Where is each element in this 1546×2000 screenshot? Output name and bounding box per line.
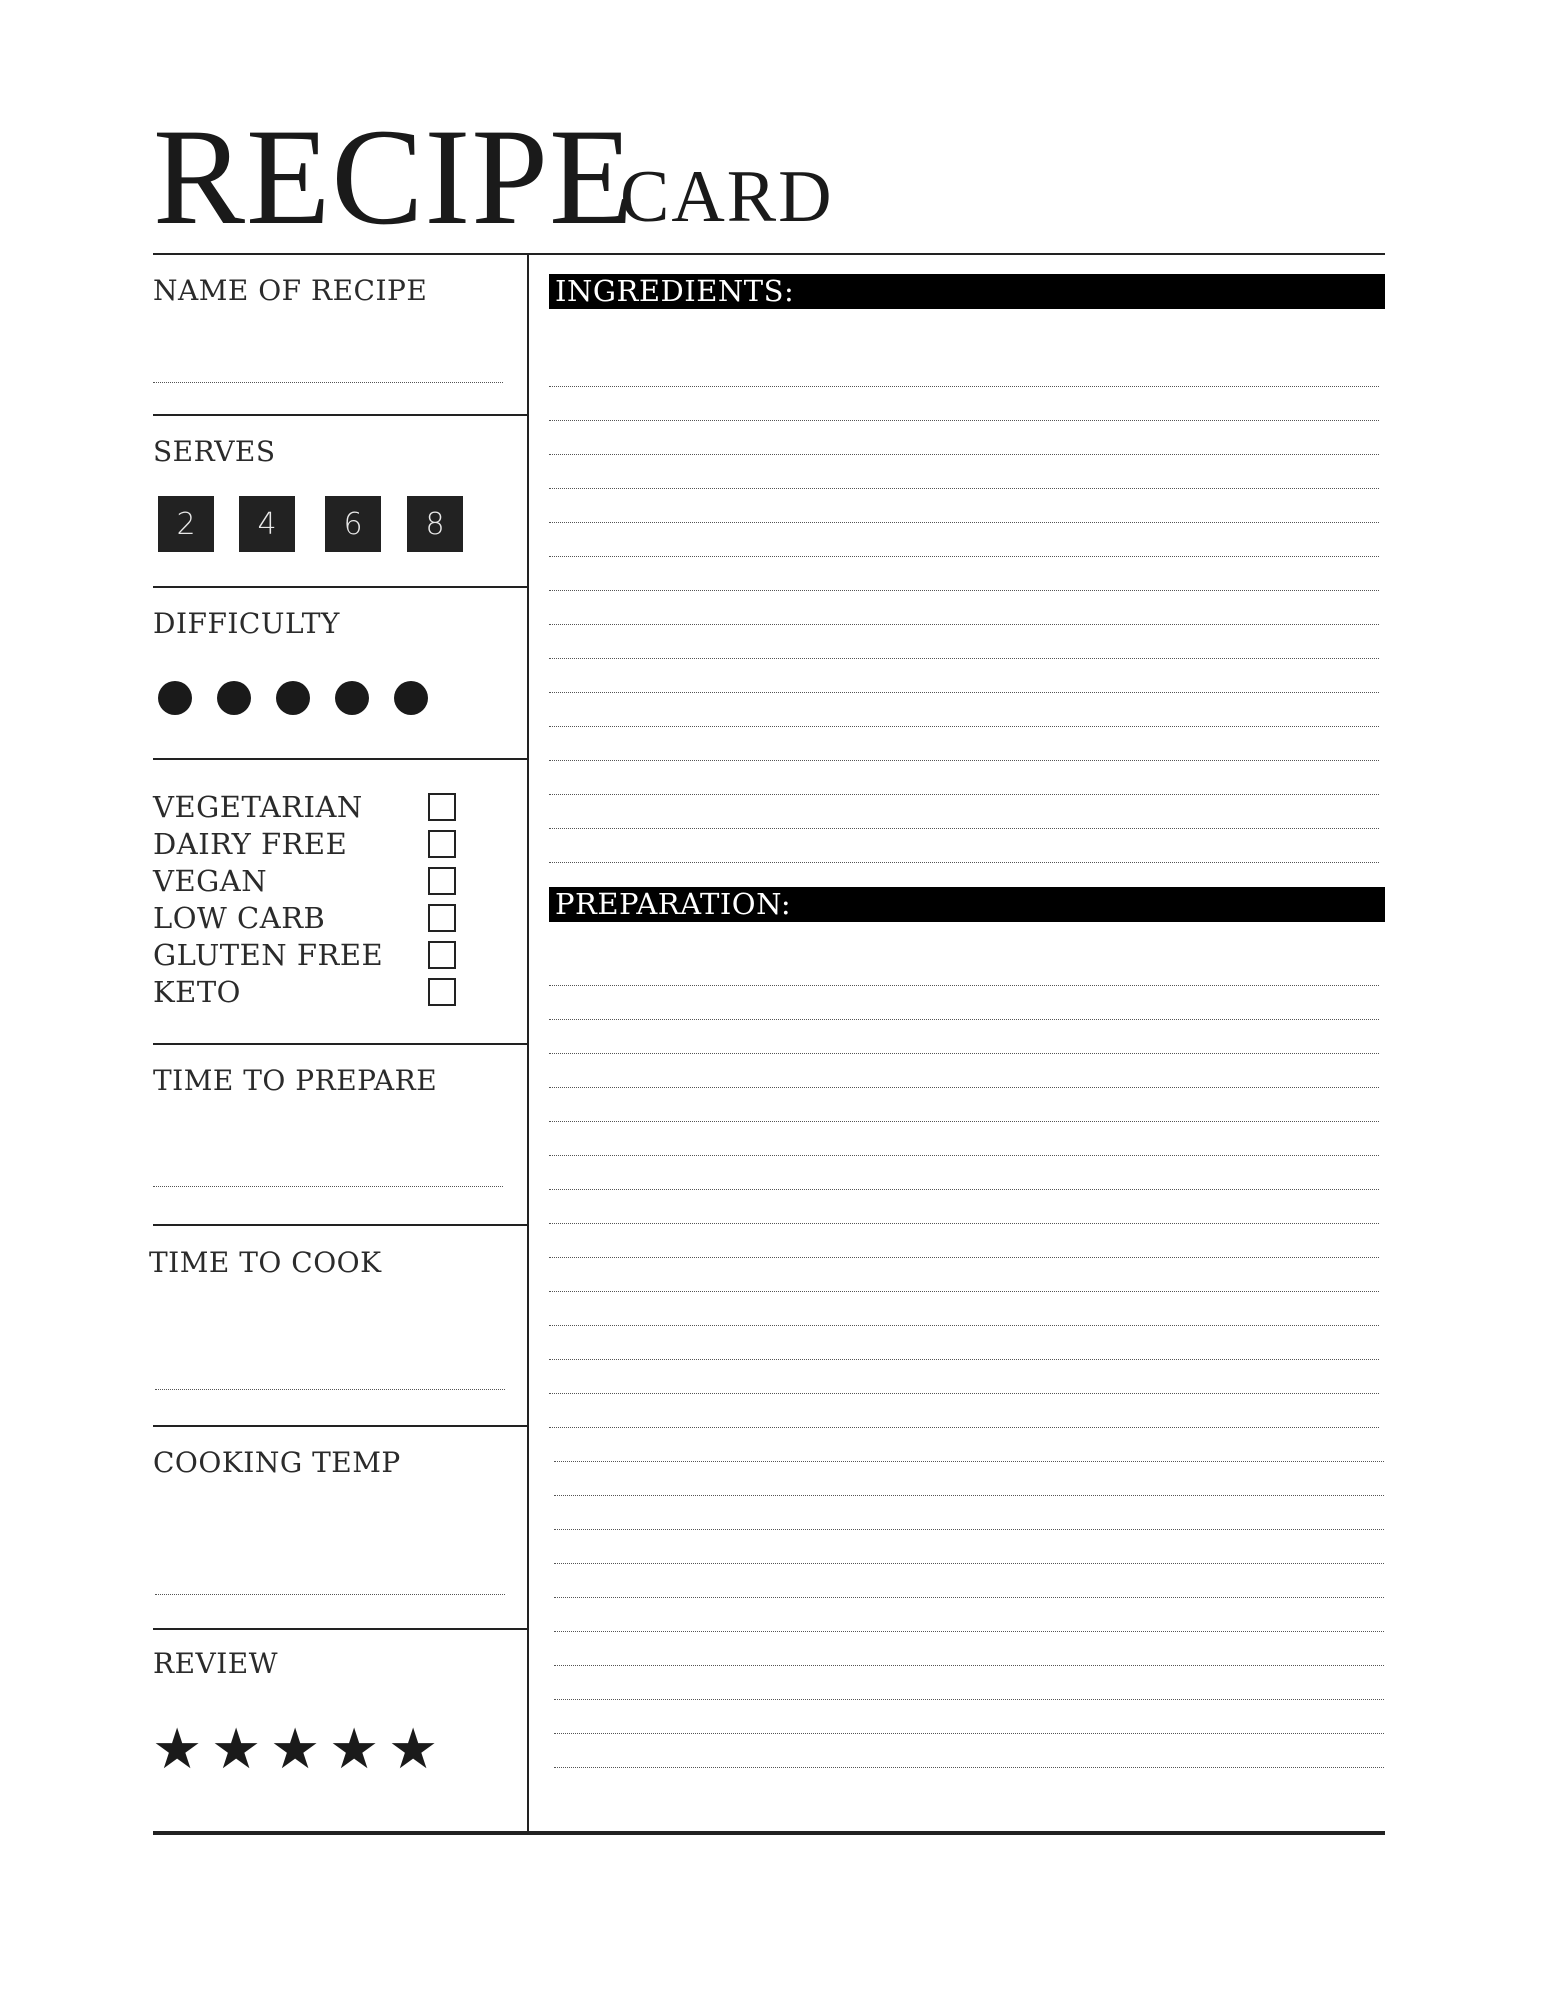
time-to-prepare-field[interactable] xyxy=(153,1186,503,1187)
preparation-line[interactable] xyxy=(554,1563,1384,1564)
difficulty-label: DIFFICULTY xyxy=(153,607,340,640)
difficulty-dot-icon[interactable] xyxy=(276,681,310,715)
preparation-line[interactable] xyxy=(549,1359,1379,1360)
diet-option-label: DAIRY FREE xyxy=(153,827,348,861)
star-icon[interactable]: ★ xyxy=(211,1717,262,1782)
star-icon[interactable]: ★ xyxy=(388,1717,439,1782)
serves-option-8[interactable]: 8 xyxy=(407,496,463,552)
ingredient-line[interactable] xyxy=(549,386,1379,387)
preparation-line[interactable] xyxy=(554,1495,1384,1496)
ingredient-line[interactable] xyxy=(549,488,1379,489)
ingredient-line[interactable] xyxy=(549,760,1379,761)
preparation-line[interactable] xyxy=(554,1631,1384,1632)
preparation-label: PREPARATION: xyxy=(555,887,792,921)
difficulty-dot-icon[interactable] xyxy=(394,681,428,715)
preparation-line[interactable] xyxy=(549,1019,1379,1020)
ingredient-line[interactable] xyxy=(549,454,1379,455)
preparation-line[interactable] xyxy=(549,1223,1379,1224)
preparation-line[interactable] xyxy=(549,985,1379,986)
ingredient-line[interactable] xyxy=(549,556,1379,557)
diet-option-vegetarian[interactable] xyxy=(153,789,463,825)
preparation-line[interactable] xyxy=(549,1291,1379,1292)
preparation-line[interactable] xyxy=(554,1461,1384,1462)
name-of-recipe-label: NAME OF RECIPE xyxy=(153,274,428,307)
preparation-line[interactable] xyxy=(549,1257,1379,1258)
cooking-temp-label: COOKING TEMP xyxy=(153,1446,401,1479)
preparation-line[interactable] xyxy=(549,1427,1379,1428)
checkbox-icon[interactable] xyxy=(428,904,456,932)
diet-option-vegan[interactable] xyxy=(153,863,463,899)
title-card: CARD xyxy=(620,156,834,238)
preparation-line[interactable] xyxy=(549,1155,1379,1156)
ingredients-label: INGREDIENTS: xyxy=(555,274,795,308)
diet-option-dairy-free[interactable] xyxy=(153,826,463,862)
preparation-line[interactable] xyxy=(554,1665,1384,1666)
review-label: REVIEW xyxy=(153,1647,279,1680)
preparation-line[interactable] xyxy=(554,1733,1384,1734)
title-recipe: RECIPE xyxy=(153,100,635,253)
ingredient-line[interactable] xyxy=(549,692,1379,693)
divider-difficulty xyxy=(153,586,528,588)
preparation-line[interactable] xyxy=(549,1325,1379,1326)
ingredient-line[interactable] xyxy=(549,420,1379,421)
divider-review xyxy=(153,1628,528,1630)
name-of-recipe-field[interactable] xyxy=(153,382,503,383)
preparation-header xyxy=(549,887,1385,922)
diet-option-label: KETO xyxy=(153,975,241,1009)
ingredient-line[interactable] xyxy=(549,624,1379,625)
divider-time-cook xyxy=(153,1224,528,1226)
time-to-prepare-label: TIME TO PREPARE xyxy=(153,1064,438,1097)
preparation-line[interactable] xyxy=(554,1699,1384,1700)
checkbox-icon[interactable] xyxy=(428,793,456,821)
preparation-line[interactable] xyxy=(549,1121,1379,1122)
serves-option-6[interactable]: 6 xyxy=(325,496,381,552)
checkbox-icon[interactable] xyxy=(428,941,456,969)
star-icon[interactable]: ★ xyxy=(329,1717,380,1782)
divider-diet xyxy=(153,758,528,760)
diet-option-low-carb[interactable] xyxy=(153,900,463,936)
serves-label: SERVES xyxy=(153,435,276,468)
preparation-line[interactable] xyxy=(554,1597,1384,1598)
difficulty-dot-icon[interactable] xyxy=(335,681,369,715)
ingredients-header xyxy=(549,274,1385,309)
difficulty-dot-icon[interactable] xyxy=(217,681,251,715)
diet-option-label: VEGAN xyxy=(153,864,268,898)
ingredient-line[interactable] xyxy=(549,828,1379,829)
preparation-line[interactable] xyxy=(549,1393,1379,1394)
ingredient-line[interactable] xyxy=(549,590,1379,591)
ingredient-line[interactable] xyxy=(549,862,1379,863)
difficulty-dot-icon[interactable] xyxy=(158,681,192,715)
preparation-line[interactable] xyxy=(549,1087,1379,1088)
ingredient-line[interactable] xyxy=(549,522,1379,523)
star-icon[interactable]: ★ xyxy=(152,1717,203,1782)
preparation-line[interactable] xyxy=(549,1189,1379,1190)
preparation-line[interactable] xyxy=(554,1529,1384,1530)
ingredient-line[interactable] xyxy=(549,794,1379,795)
diet-option-label: LOW CARB xyxy=(153,901,326,935)
diet-option-label: GLUTEN FREE xyxy=(153,938,384,972)
top-rule xyxy=(153,253,1385,255)
time-to-cook-field[interactable] xyxy=(155,1389,505,1390)
cooking-temp-field[interactable] xyxy=(155,1594,505,1595)
preparation-line[interactable] xyxy=(549,1053,1379,1054)
divider-time-prepare xyxy=(153,1043,528,1045)
divider-cooking-temp xyxy=(153,1425,528,1427)
ingredient-line[interactable] xyxy=(549,658,1379,659)
serves-option-4[interactable]: 4 xyxy=(239,496,295,552)
checkbox-icon[interactable] xyxy=(428,978,456,1006)
bottom-rule xyxy=(153,1831,1385,1835)
ingredient-line[interactable] xyxy=(549,726,1379,727)
divider-serves xyxy=(153,414,528,416)
diet-option-label: VEGETARIAN xyxy=(153,790,363,824)
checkbox-icon[interactable] xyxy=(428,867,456,895)
diet-option-gluten-free[interactable] xyxy=(153,937,463,973)
preparation-line[interactable] xyxy=(554,1767,1384,1768)
checkbox-icon[interactable] xyxy=(428,830,456,858)
time-to-cook-label: TIME TO COOK xyxy=(149,1246,382,1279)
diet-option-keto[interactable] xyxy=(153,974,463,1010)
serves-option-2[interactable]: 2 xyxy=(158,496,214,552)
star-icon[interactable]: ★ xyxy=(270,1717,321,1782)
